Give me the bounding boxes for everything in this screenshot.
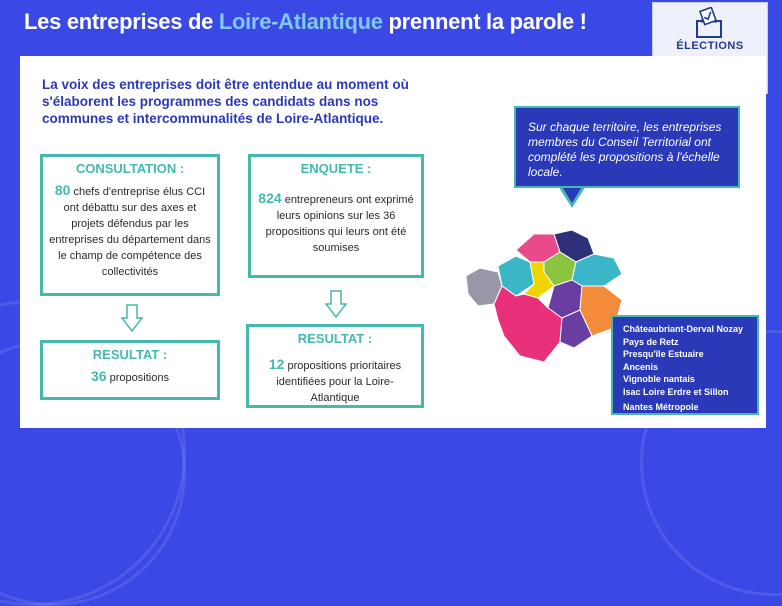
territory-item: Châteaubriant-Derval Nozay	[623, 324, 744, 334]
enquete-heading: ENQUETE :	[300, 161, 372, 176]
territory-item: Ancenis	[623, 361, 659, 372]
territory-item: Nantes Métropole	[623, 402, 699, 412]
consultation-body: 80 chefs d'entreprise élus CCI ont débattu sur des axes et projets défendus par les entreprises du département dans le champ de compétence des collectivités	[49, 182, 211, 278]
content-panel	[20, 56, 766, 428]
enquete-box	[248, 154, 424, 278]
down-arrow-icon	[325, 290, 347, 318]
territory-item: Presqu'île Estuaire	[623, 349, 704, 359]
territory-item: Vignoble nantais	[623, 374, 695, 384]
territory-item: Isac Loire Erdre et Sillon	[623, 386, 729, 397]
down-arrow-icon	[121, 304, 143, 332]
resultat-heading-1: RESULTAT :	[92, 347, 168, 362]
consultation-box	[40, 154, 220, 296]
logo-line1: ÉLECTIONS	[676, 40, 744, 52]
page-title: Les entreprises de Loire-Atlantique prennent la parole !	[24, 9, 587, 34]
intro-text: La voix des entreprises doit être entendue au moment où s'élaborent les programmes des candidats dans nos communes et intercommunalités de Loire-Atlantique.	[42, 77, 409, 126]
resultat-heading-2: RESULTAT :	[297, 331, 373, 346]
consultation-heading: CONSULTATION :	[75, 161, 185, 176]
resultat-box-1	[40, 340, 220, 400]
speech-bubble	[514, 106, 740, 188]
territory-item: Pays de Retz	[623, 336, 679, 347]
bubble-text: Sur chaque territoire, les entreprises membres du Conseil Territorial ont complété les propositions à l'échelle locale.	[528, 120, 722, 179]
enquete-body: 824 entrepreneurs ont exprimé leurs opinions sur les 36 propositions qui leurs ont été soumises	[258, 190, 414, 254]
resultat-body-1: 36 propositions	[91, 368, 169, 384]
resultat-body-2: 12 propositions prioritaires identifiées pour la Loire-Atlantique	[268, 356, 402, 404]
resultat-box-2	[246, 324, 424, 408]
loire-atlantique-map	[464, 228, 632, 366]
ballot-box-icon	[691, 7, 727, 39]
territories-legend	[611, 315, 759, 415]
